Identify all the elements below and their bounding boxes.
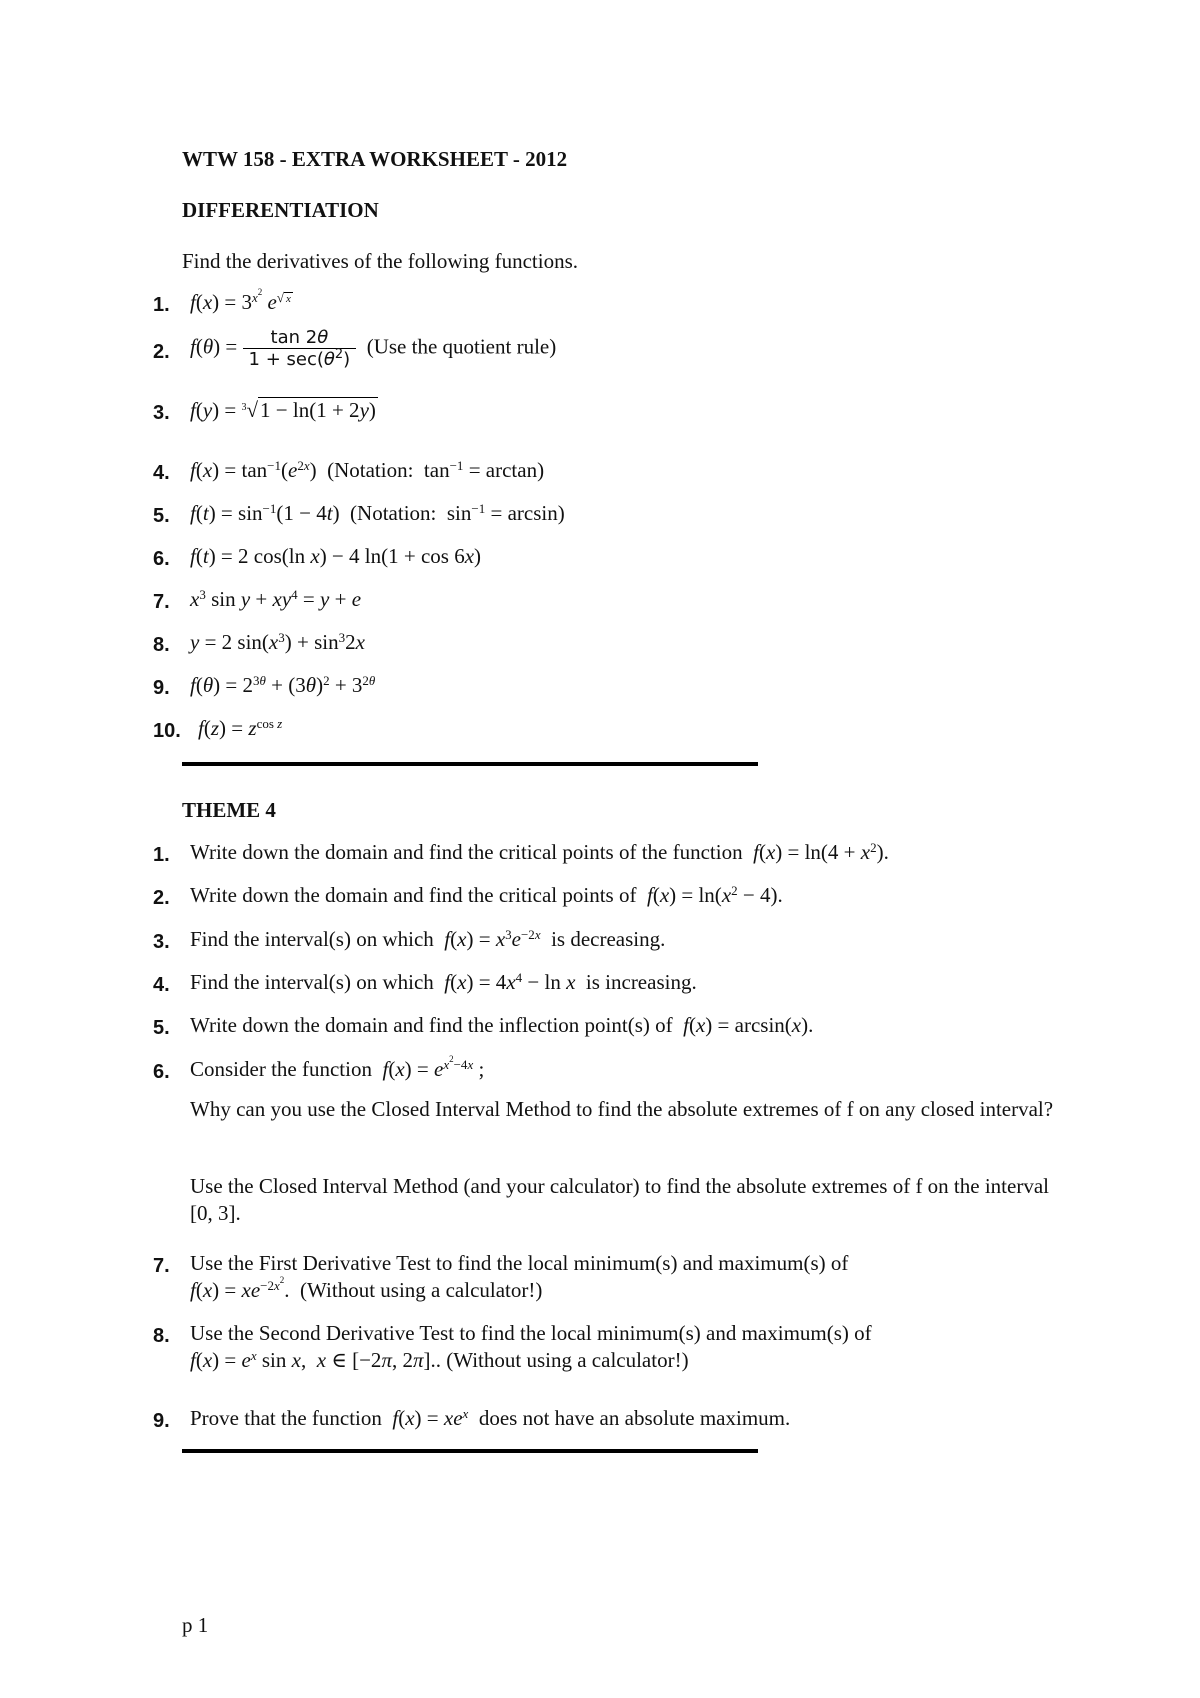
math-expression: $f(x) = 3^{x^2}$ $e^{√ x}$	[190, 287, 291, 314]
question-paragraph: Use the Closed Interval Method (and your calculator) to find the absolute extremes of f on the interval [0, 3].	[190, 1174, 1049, 1225]
question-text: Prove that the function $f(x) = xe^x$ does not have an absolute maximum.	[190, 1406, 791, 1430]
item-number: 6.	[153, 1061, 170, 1083]
section-divider	[182, 762, 758, 766]
item-number: 2.	[153, 887, 170, 909]
question-text-line2: $f(x) = xe^{-2x^2}$. (Without using a calculator!)	[190, 1275, 543, 1302]
section-divider	[182, 1449, 758, 1453]
question-text: Write down the domain and find the inflection point(s) of f(x) = arcsin(x).	[190, 1013, 814, 1037]
question-paragraph: Why can you use the Closed Interval Method to find the absolute extremes of f on any closed interval?	[190, 1097, 1054, 1121]
item-number: 9.	[153, 677, 170, 699]
question-text: Write down the domain and find the critical points of the function $f(x) = \ln(4 + x^2)$.	[190, 840, 889, 864]
question-text: Find the interval(s) on which $f(x) = x^3e^{-2x}$ is decreasing.	[190, 927, 666, 951]
item-number: 4.	[153, 974, 170, 996]
question-text: Use the Second Derivative Test to find the local minimum(s) and maximum(s) of	[190, 1321, 872, 1345]
math-expression: f(y) = $^3$√1 − ln(1 + 2y)	[190, 398, 376, 422]
page-number: p 1	[182, 1613, 209, 1637]
math-expression: $f(\theta) = 2^{3\theta} + (3\theta)^2 + 3^{2\theta}$	[190, 673, 376, 697]
item-number: 6.	[153, 548, 170, 570]
math-expression: $f(z) = z^{cos z}$	[198, 716, 283, 740]
worksheet-title: WTW 158 - EXTRA WORKSHEET - 2012	[182, 147, 568, 171]
question-text-line2: $f(x) = e^x$ sin x, x ∈ [−2π, 2π].. (Without using a calculator!)	[190, 1348, 689, 1372]
math-expression: f(θ) = $\frac{\tan 2\theta}{1 + \sec(\theta^2)}$ (Use the quotient rule)	[190, 327, 557, 370]
math-expression: $f(x) = \tan^{-1}(e^{2x})$ (Notation: $\tan^{-1} = \arctan$)	[190, 458, 545, 482]
instruction-text: Find the derivatives of the following functions.	[182, 249, 579, 273]
item-number: 3.	[153, 931, 170, 953]
section-title-differentiation: DIFFERENTIATION	[182, 198, 379, 222]
item-number: 3.	[153, 402, 170, 424]
item-number: 8.	[153, 634, 170, 656]
item-number: 10.	[153, 720, 181, 742]
question-text: Consider the function $f(x) = e^{x^2-4x}$ ;	[190, 1054, 485, 1081]
section-title-theme4: THEME 4	[182, 798, 276, 822]
item-number: 9.	[153, 1410, 170, 1432]
math-expression: $x^3$ $\sin y + xy^4 = y + e$	[190, 587, 362, 611]
math-expression: $f(t) = \sin^{-1}(1 - 4t)$ (Notation: $\sin^{-1} = \arcsin$)	[190, 501, 565, 525]
question-text: Use the First Derivative Test to find the local minimum(s) and maximum(s) of	[190, 1251, 849, 1275]
item-number: 7.	[153, 1255, 170, 1277]
question-text: Write down the domain and find the critical points of $f(x) = \ln(x^2 - 4)$.	[190, 883, 783, 907]
item-number: 7.	[153, 591, 170, 613]
item-number: 8.	[153, 1325, 170, 1347]
item-number: 4.	[153, 462, 170, 484]
item-number: 5.	[153, 505, 170, 527]
question-text: Find the interval(s) on which $f(x) = 4x^4 - \ln x$ is increasing.	[190, 970, 697, 994]
math-expression: f(t) = 2 cos(ln x) − 4 ln(1 + cos 6x)	[190, 544, 482, 568]
item-number: 5.	[153, 1017, 170, 1039]
item-number: 1.	[153, 294, 170, 316]
fraction: $\frac{\tan 2\theta}{1 + \sec(\theta^2)}$	[243, 327, 357, 370]
item-number: 1.	[153, 844, 170, 866]
math-expression: y = 2 $\sin(x^3) + \sin^32x$	[190, 630, 365, 654]
item-number: 2.	[153, 341, 170, 363]
